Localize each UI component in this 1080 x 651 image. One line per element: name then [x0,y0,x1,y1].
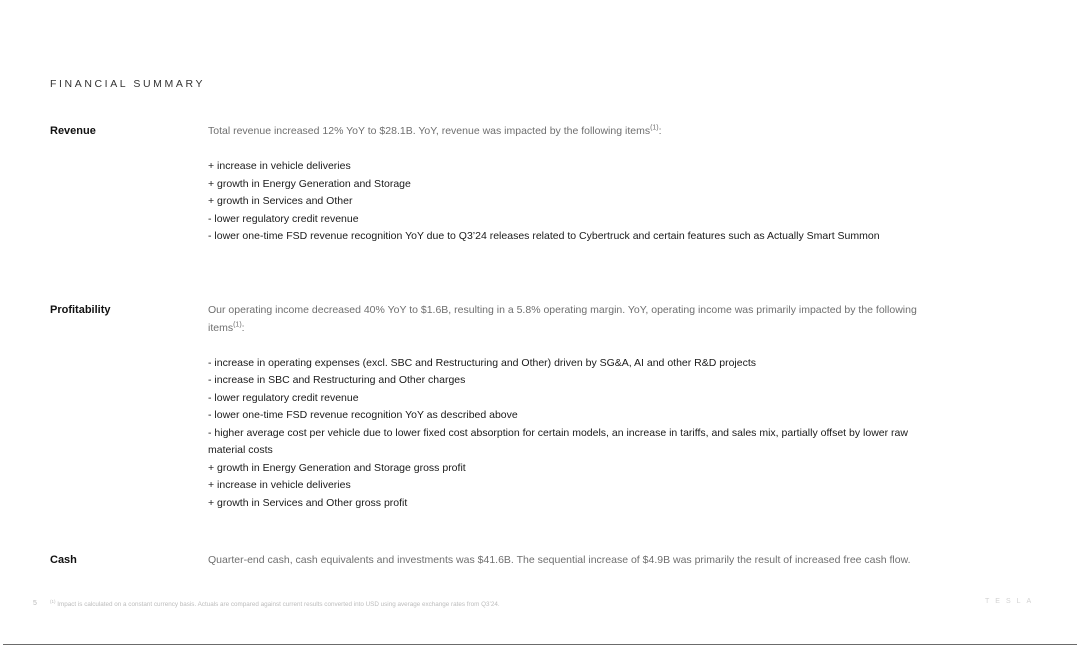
footnote-ref: (1) [650,124,659,132]
page-number: 5 [33,600,37,607]
revenue-label: Revenue [50,125,96,137]
list-item: - lower regulatory credit revenue [208,391,359,404]
list-item: + increase in vehicle deliveries [208,479,351,491]
list-item: - lower regulatory credit revenue [208,212,359,225]
list-item: - lower one-time FSD revenue recognition YoY due to Q3’24 releases related to Cybertruck and certain features such as Actually Smart Summon [208,230,880,242]
section-title: FINANCIAL SUMMARY [50,78,206,90]
list-item: + growth in Energy Generation and Storage gross profit [208,461,466,474]
profitability-label: Profitability [50,304,111,316]
list-item: - increase in SBC and Restructuring and Other charges [208,374,466,386]
list-item: - increase in operating expenses (excl. SBC and Restructuring and Other) driven by SG&A, AI and other R&D projects [208,356,757,369]
list-item: + increase in vehicle deliveries [208,160,351,172]
footnote-ref: (1) [233,321,242,328]
profitability-bullet-list [208,355,923,513]
cash-intro: Quarter-end cash, cash equivalents and investments was $41.6B. The sequential increase of $4.9B was primarily the result of increased free cash flow. [208,554,911,566]
list-item: + growth in Energy Generation and Storage [208,177,411,190]
footnote: $^{(1)}$ Impact is calculated on a constant currency basis. Actuals are compared against current results converted into USD using average exchange rates from Q3’24. [50,598,500,608]
cash-label: Cash [50,554,77,566]
bottom-divider [3,644,1077,645]
cash-section [208,552,923,570]
footnote-marker: (1) [50,598,56,604]
list-item: - lower one-time FSD revenue recognition YoY as described above [208,409,518,421]
list-item: + growth in Services and Other [208,195,353,207]
tesla-logo: TESLA [985,598,1038,605]
list-item: - higher average cost per vehicle due to lower fixed cost absorption for certain models, an increase in tariffs, and sales mix, partially offset by lower raw material costs [208,426,908,456]
profitability-intro: Our operating income decreased 40% YoY to $1.6B, resulting in a 5.8% operating margin. YoY, operating income was primarily impacted by the following items$^{(1)}$: [208,304,917,334]
profitability-section [208,302,923,512]
revenue-intro: Total revenue increased 12% YoY to $28.1B. YoY, revenue was impacted by the following items$^{(1)}$: [208,124,662,137]
list-item: + growth in Services and Other gross profit [208,496,408,509]
revenue-section [208,123,923,246]
revenue-bullet-list [208,158,923,246]
